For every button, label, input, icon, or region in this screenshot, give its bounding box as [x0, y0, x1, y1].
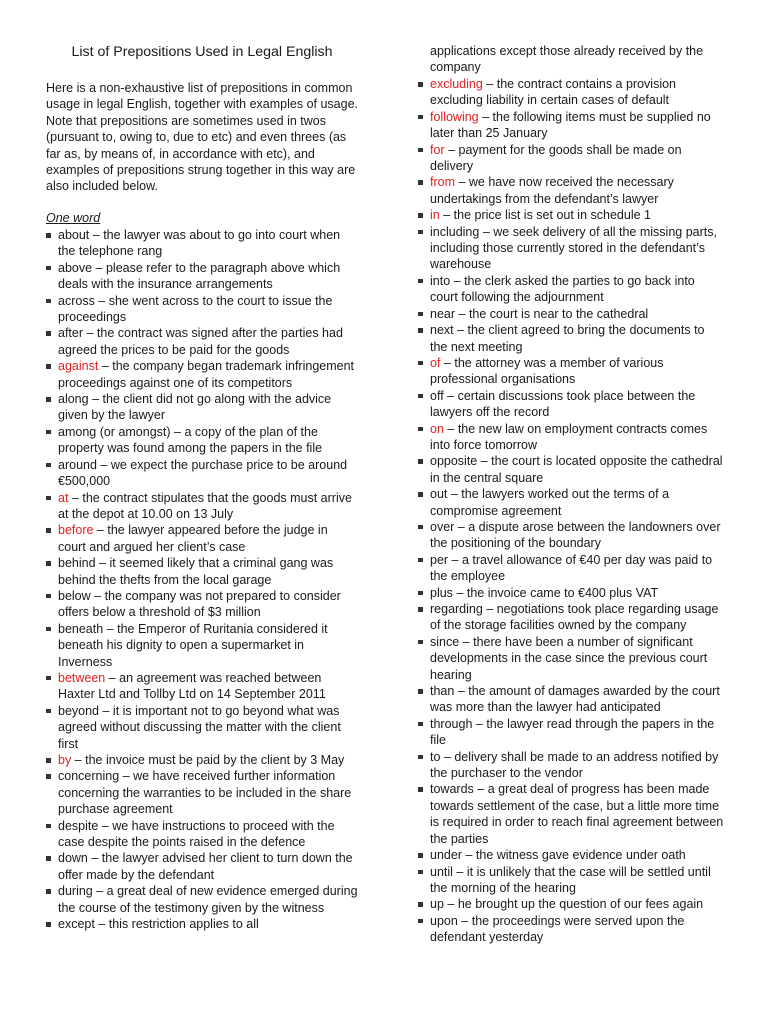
preposition-word: opposite — [430, 454, 478, 469]
bullet-icon — [46, 331, 51, 336]
usage-example: payment for the goods shall be made on delivery — [430, 142, 682, 174]
separator: – — [439, 208, 454, 223]
preposition-word: including — [430, 224, 480, 239]
bullet-icon — [418, 230, 423, 235]
bullet-icon — [418, 902, 423, 907]
list-item — [418, 306, 724, 322]
separator: – — [454, 684, 469, 699]
list-item — [418, 552, 724, 585]
separator: – — [461, 848, 476, 863]
usage-example: it is unlikely that the case will be settled until the morning of the hearing — [430, 864, 711, 895]
list-item — [46, 883, 358, 916]
usage-example: the court is near to the cathedral — [468, 306, 649, 321]
preposition-word: during — [58, 884, 93, 899]
bullet-icon — [46, 824, 51, 829]
usage-example: we expect the purchase price to be around €500,000 — [58, 457, 348, 489]
preposition-word: except — [58, 917, 95, 932]
bullet-icon — [46, 758, 51, 763]
bullet-icon — [418, 279, 423, 284]
list-item — [418, 388, 724, 421]
separator: – — [452, 864, 467, 879]
separator: – — [457, 913, 472, 928]
preposition-word: at — [58, 490, 69, 505]
list-item — [418, 224, 724, 273]
bullet-icon — [418, 919, 423, 924]
bullet-icon — [46, 364, 51, 369]
usage-example: the contract was signed after the parties had agreed the prices to be paid for the goods — [58, 326, 343, 357]
usage-example: the client did not go along with the advice given by the lawyer — [58, 392, 332, 423]
separator: – — [455, 175, 469, 190]
bullet-icon — [418, 361, 423, 366]
list-item — [418, 781, 724, 847]
separator: – — [88, 392, 103, 407]
list-item — [46, 293, 358, 326]
bullet-icon — [46, 594, 51, 599]
preposition-word: regarding — [430, 602, 483, 616]
separator: – — [103, 621, 118, 636]
list-item — [418, 519, 724, 552]
bullet-icon — [46, 528, 51, 533]
list-item — [418, 864, 724, 897]
usage-example: certain discussions took place between the lawyers off the record — [430, 388, 696, 420]
usage-example: the contract contains a provision excluding liability in certain cases of default — [430, 77, 677, 108]
bullet-icon — [418, 312, 423, 317]
bullet-icon — [46, 627, 51, 632]
separator: – — [98, 818, 113, 833]
preposition-word: by — [58, 753, 72, 767]
list-item — [418, 486, 724, 519]
usage-example: we seek delivery of all the missing parts, including those currently stored in the defendant’s warehouse — [430, 224, 717, 272]
list-item — [46, 358, 358, 391]
bullet-icon — [46, 709, 51, 714]
usage-example: a copy of the plan of the property was found among the papers in the file — [58, 424, 323, 456]
preposition-list-right — [418, 76, 724, 946]
list-item — [46, 850, 358, 883]
preposition-word: following — [430, 109, 479, 124]
preposition-word: excluding — [430, 77, 483, 91]
list-item-continuation: applications except those already received by the company — [430, 44, 704, 75]
preposition-word: against — [58, 359, 99, 374]
separator: – — [98, 359, 113, 374]
separator: – — [455, 306, 469, 321]
separator: – — [89, 228, 104, 242]
usage-example: a dispute arose between the landowners over the positioning of the boundary — [430, 519, 721, 551]
usage-example: the Emperor of Ruritania considered it beneath his dignity to open a supermarket in Inverness — [58, 621, 328, 669]
separator: – — [453, 323, 468, 338]
bullet-icon — [418, 115, 423, 120]
bullet-icon — [46, 561, 51, 566]
usage-example: a travel allowance of €40 per day was paid to the employee — [430, 552, 713, 584]
usage-example: the new law on employment contracts comes into force tomorrow — [430, 421, 708, 452]
separator: – — [92, 884, 107, 899]
document-title: List of Prepositions Used in Legal English — [71, 44, 333, 60]
separator: – — [452, 585, 467, 600]
section-heading-one-word: One word — [46, 211, 101, 225]
bullet-icon — [418, 213, 423, 218]
usage-example: there have been a number of significant developments in the case since the previous court hearing — [430, 634, 708, 682]
preposition-word: below — [58, 588, 91, 603]
preposition-word: to — [430, 749, 441, 764]
preposition-word: after — [58, 326, 84, 341]
bullet-icon — [46, 856, 51, 861]
usage-example: the company was not prepared to consider offers below a threshold of $3 million — [58, 588, 341, 620]
separator: – — [93, 523, 108, 538]
separator: – — [94, 917, 109, 932]
usage-example: a great deal of new evidence emerged during the course of the testimony given by the witness — [58, 884, 358, 915]
bullet-icon — [418, 558, 423, 563]
usage-example: it seemed likely that a criminal gang was behind the thefts from the local garage — [58, 556, 334, 587]
usage-example: delivery shall be made to an address notified by the purchaser to the vendor — [430, 749, 719, 781]
separator: – — [482, 77, 497, 91]
list-item — [418, 76, 724, 109]
bullet-icon — [418, 328, 423, 333]
list-item — [46, 621, 358, 670]
bullet-icon — [418, 180, 423, 185]
separator: – — [170, 424, 185, 439]
bullet-icon — [418, 394, 423, 399]
preposition-word: than — [430, 684, 455, 699]
usage-example: negotiations took place regarding usage of the storage facilities owned by the company — [430, 602, 719, 633]
preposition-word: in — [430, 208, 440, 223]
separator: – — [443, 388, 458, 403]
separator: – — [478, 109, 493, 124]
list-item — [46, 325, 358, 358]
preposition-word: from — [430, 175, 455, 190]
bullet-icon — [46, 922, 51, 927]
preposition-word: on — [430, 421, 444, 436]
separator: – — [119, 769, 134, 784]
preposition-word: among (or amongst) — [58, 424, 171, 439]
list-item — [46, 703, 358, 752]
list-item — [418, 174, 724, 207]
preposition-word: near — [430, 306, 456, 321]
preposition-word: between — [58, 670, 106, 685]
usage-example: the price list is set out in schedule 1 — [453, 208, 651, 223]
bullet-icon — [46, 299, 51, 304]
preposition-word: beneath — [58, 621, 104, 636]
list-item — [46, 227, 358, 260]
list-item — [418, 355, 724, 388]
preposition-word: around — [58, 457, 97, 472]
separator: – — [472, 716, 487, 731]
separator: – — [440, 749, 455, 764]
preposition-word: upon — [430, 913, 458, 928]
list-item — [418, 716, 724, 749]
list-item — [46, 457, 358, 490]
separator: – — [94, 293, 109, 308]
usage-example: the attorney was a member of various professional organisations — [430, 355, 664, 387]
separator: – — [95, 556, 110, 571]
preposition-word: above — [58, 260, 93, 275]
bullet-icon — [46, 496, 51, 501]
usage-example: the lawyer advised her client to turn down the offer made by the defendant — [58, 851, 353, 882]
separator: – — [477, 454, 492, 469]
bullet-icon — [46, 430, 51, 435]
bullet-icon — [46, 889, 51, 894]
preposition-word: down — [58, 851, 88, 866]
list-item — [418, 585, 724, 601]
usage-example: the clerk asked the parties to go back into court following the adjournment — [430, 273, 695, 305]
separator: – — [454, 519, 469, 534]
separator: – — [448, 552, 462, 567]
bullet-icon — [418, 525, 423, 530]
separator: – — [443, 897, 458, 912]
preposition-word: about — [58, 228, 90, 242]
list-item — [46, 670, 358, 703]
list-item — [418, 142, 724, 175]
usage-example: please refer to the paragraph above which deals with the insurance arrangements — [58, 260, 341, 292]
usage-example: the proceedings were served upon the defendant yesterday — [430, 913, 685, 945]
preposition-list-left — [46, 227, 358, 932]
usage-example: we have received further information concerning the warranties to be included in the share purchase agreement — [58, 769, 352, 817]
list-item — [46, 555, 358, 588]
list-item — [418, 273, 724, 306]
preposition-word: until — [430, 864, 453, 879]
usage-example: she went across to the court to issue the proceedings — [58, 293, 333, 325]
preposition-word: up — [430, 897, 444, 912]
list-item — [418, 109, 724, 142]
separator: – — [87, 851, 102, 866]
separator: – — [443, 421, 458, 436]
preposition-word: towards — [430, 782, 474, 797]
usage-example: we have now received the necessary undertakings from the defendant’s lawyer — [430, 175, 674, 206]
preposition-word: off — [430, 388, 444, 403]
preposition-word: behind — [58, 556, 96, 571]
list-item — [46, 522, 358, 555]
usage-example: the witness gave evidence under oath — [475, 848, 686, 863]
usage-example: this restriction applies to all — [108, 917, 259, 932]
bullet-icon — [418, 689, 423, 694]
list-item — [46, 490, 358, 523]
list-item — [418, 896, 724, 912]
separator: – — [71, 753, 86, 767]
preposition-word: along — [58, 392, 89, 407]
usage-example: a great deal of progress has been made towards settlement of the case, but a little more time is required in order to reach final agreement between the parties — [430, 782, 724, 846]
usage-example: the court is located opposite the cathedral in the central square — [430, 454, 723, 485]
preposition-word: next — [430, 323, 454, 338]
separator: – — [447, 487, 462, 502]
separator: – — [92, 260, 106, 275]
list-item — [46, 768, 358, 817]
separator: – — [473, 782, 488, 797]
preposition-word: over — [430, 519, 455, 534]
list-item — [418, 634, 724, 683]
preposition-word: per — [430, 552, 449, 567]
list-item — [418, 453, 724, 486]
preposition-word: into — [430, 273, 451, 288]
bullet-icon — [418, 640, 423, 645]
bullet-icon — [418, 787, 423, 792]
preposition-word: for — [430, 142, 445, 157]
bullet-icon — [418, 148, 423, 153]
separator: – — [90, 588, 105, 603]
preposition-word: out — [430, 487, 448, 502]
preposition-word: before — [58, 523, 94, 538]
bullet-icon — [418, 492, 423, 497]
list-item — [418, 683, 724, 716]
bullet-icon — [46, 774, 51, 779]
preposition-word: through — [430, 716, 473, 731]
bullet-icon — [46, 676, 51, 681]
bullet-icon — [418, 870, 423, 875]
usage-example: the client agreed to bring the documents to the next meeting — [430, 323, 705, 354]
preposition-word: despite — [58, 818, 99, 833]
usage-example: the company began trademark infringement proceedings against one of its competitors — [58, 359, 355, 390]
bullet-icon — [418, 427, 423, 432]
usage-example: an agreement was reached between Haxter Ltd and Tollby Ltd on 14 September 2011 — [58, 670, 326, 702]
usage-example: the invoice must be paid by the client by 3 May — [85, 753, 345, 767]
list-item — [46, 391, 358, 424]
list-item — [46, 588, 358, 621]
separator: – — [99, 703, 113, 718]
usage-example: the amount of damages awarded by the court was more than the lawyer had anticipated — [430, 684, 720, 715]
bullet-icon — [46, 397, 51, 402]
list-item — [418, 847, 724, 863]
bullet-icon — [46, 463, 51, 468]
preposition-word: beyond — [58, 703, 100, 718]
bullet-icon — [418, 722, 423, 727]
usage-example: the following items must be supplied no later than 25 January — [430, 109, 711, 141]
bullet-icon — [418, 591, 423, 596]
preposition-word: plus — [430, 585, 453, 600]
usage-example: the lawyers worked out the terms of a compromise agreement — [430, 487, 670, 518]
list-item — [46, 424, 358, 457]
usage-example: the invoice came to €400 plus VAT — [466, 585, 659, 600]
separator: – — [440, 355, 455, 370]
preposition-word: concerning — [58, 769, 120, 784]
preposition-word: under — [430, 848, 462, 863]
separator: – — [68, 490, 83, 505]
bullet-icon — [46, 266, 51, 271]
list-item — [46, 818, 358, 851]
usage-example: the lawyer was about to go into court when the telephone rang — [58, 228, 341, 259]
bullet-icon — [418, 607, 423, 612]
separator: – — [479, 224, 494, 239]
preposition-word: of — [430, 355, 441, 370]
bullet-icon — [418, 82, 423, 87]
bullet-icon — [418, 853, 423, 858]
usage-example: the lawyer appeared before the judge in court and argued her client’s case — [58, 523, 328, 554]
list-item — [418, 421, 724, 454]
separator: – — [459, 634, 474, 649]
separator: – — [96, 457, 111, 472]
usage-example: he brought up the question of our fees again — [457, 897, 704, 912]
preposition-word: across — [58, 293, 95, 308]
list-item — [418, 601, 724, 634]
usage-example: the contract stipulates that the goods must arrive at the depot at 10.00 on 13 July — [58, 490, 352, 521]
preposition-word: since — [430, 634, 460, 649]
list-item — [418, 913, 724, 946]
separator: – — [105, 670, 120, 685]
separator: – — [450, 273, 465, 288]
separator: – — [482, 602, 497, 616]
list-item — [46, 260, 358, 293]
intro-paragraph: Here is a non-exhaustive list of prepositions in common usage in legal English, together with examples of usage. Note that prepositions are sometimes used in twos (pursuant to, owing to, due to etc) and even threes (as far as, by means of, in accordance with etc), and examples of prepositions strung together in this way are also included below. — [46, 81, 358, 194]
usage-example: we have instructions to proceed with the case despite the points raised in the defence — [58, 818, 335, 850]
list-item — [418, 322, 724, 355]
bullet-icon — [46, 233, 51, 238]
bullet-icon — [418, 459, 423, 464]
bullet-icon — [418, 755, 423, 760]
usage-example: the lawyer read through the papers in the file — [430, 716, 715, 748]
list-item — [418, 207, 724, 223]
separator: – — [83, 326, 97, 341]
separator: – — [444, 142, 459, 157]
list-item — [46, 916, 358, 932]
usage-example: it is important not to go beyond what was agreed without discussing the matter with the client first — [58, 703, 341, 751]
list-item — [46, 752, 358, 768]
list-item — [418, 749, 724, 782]
